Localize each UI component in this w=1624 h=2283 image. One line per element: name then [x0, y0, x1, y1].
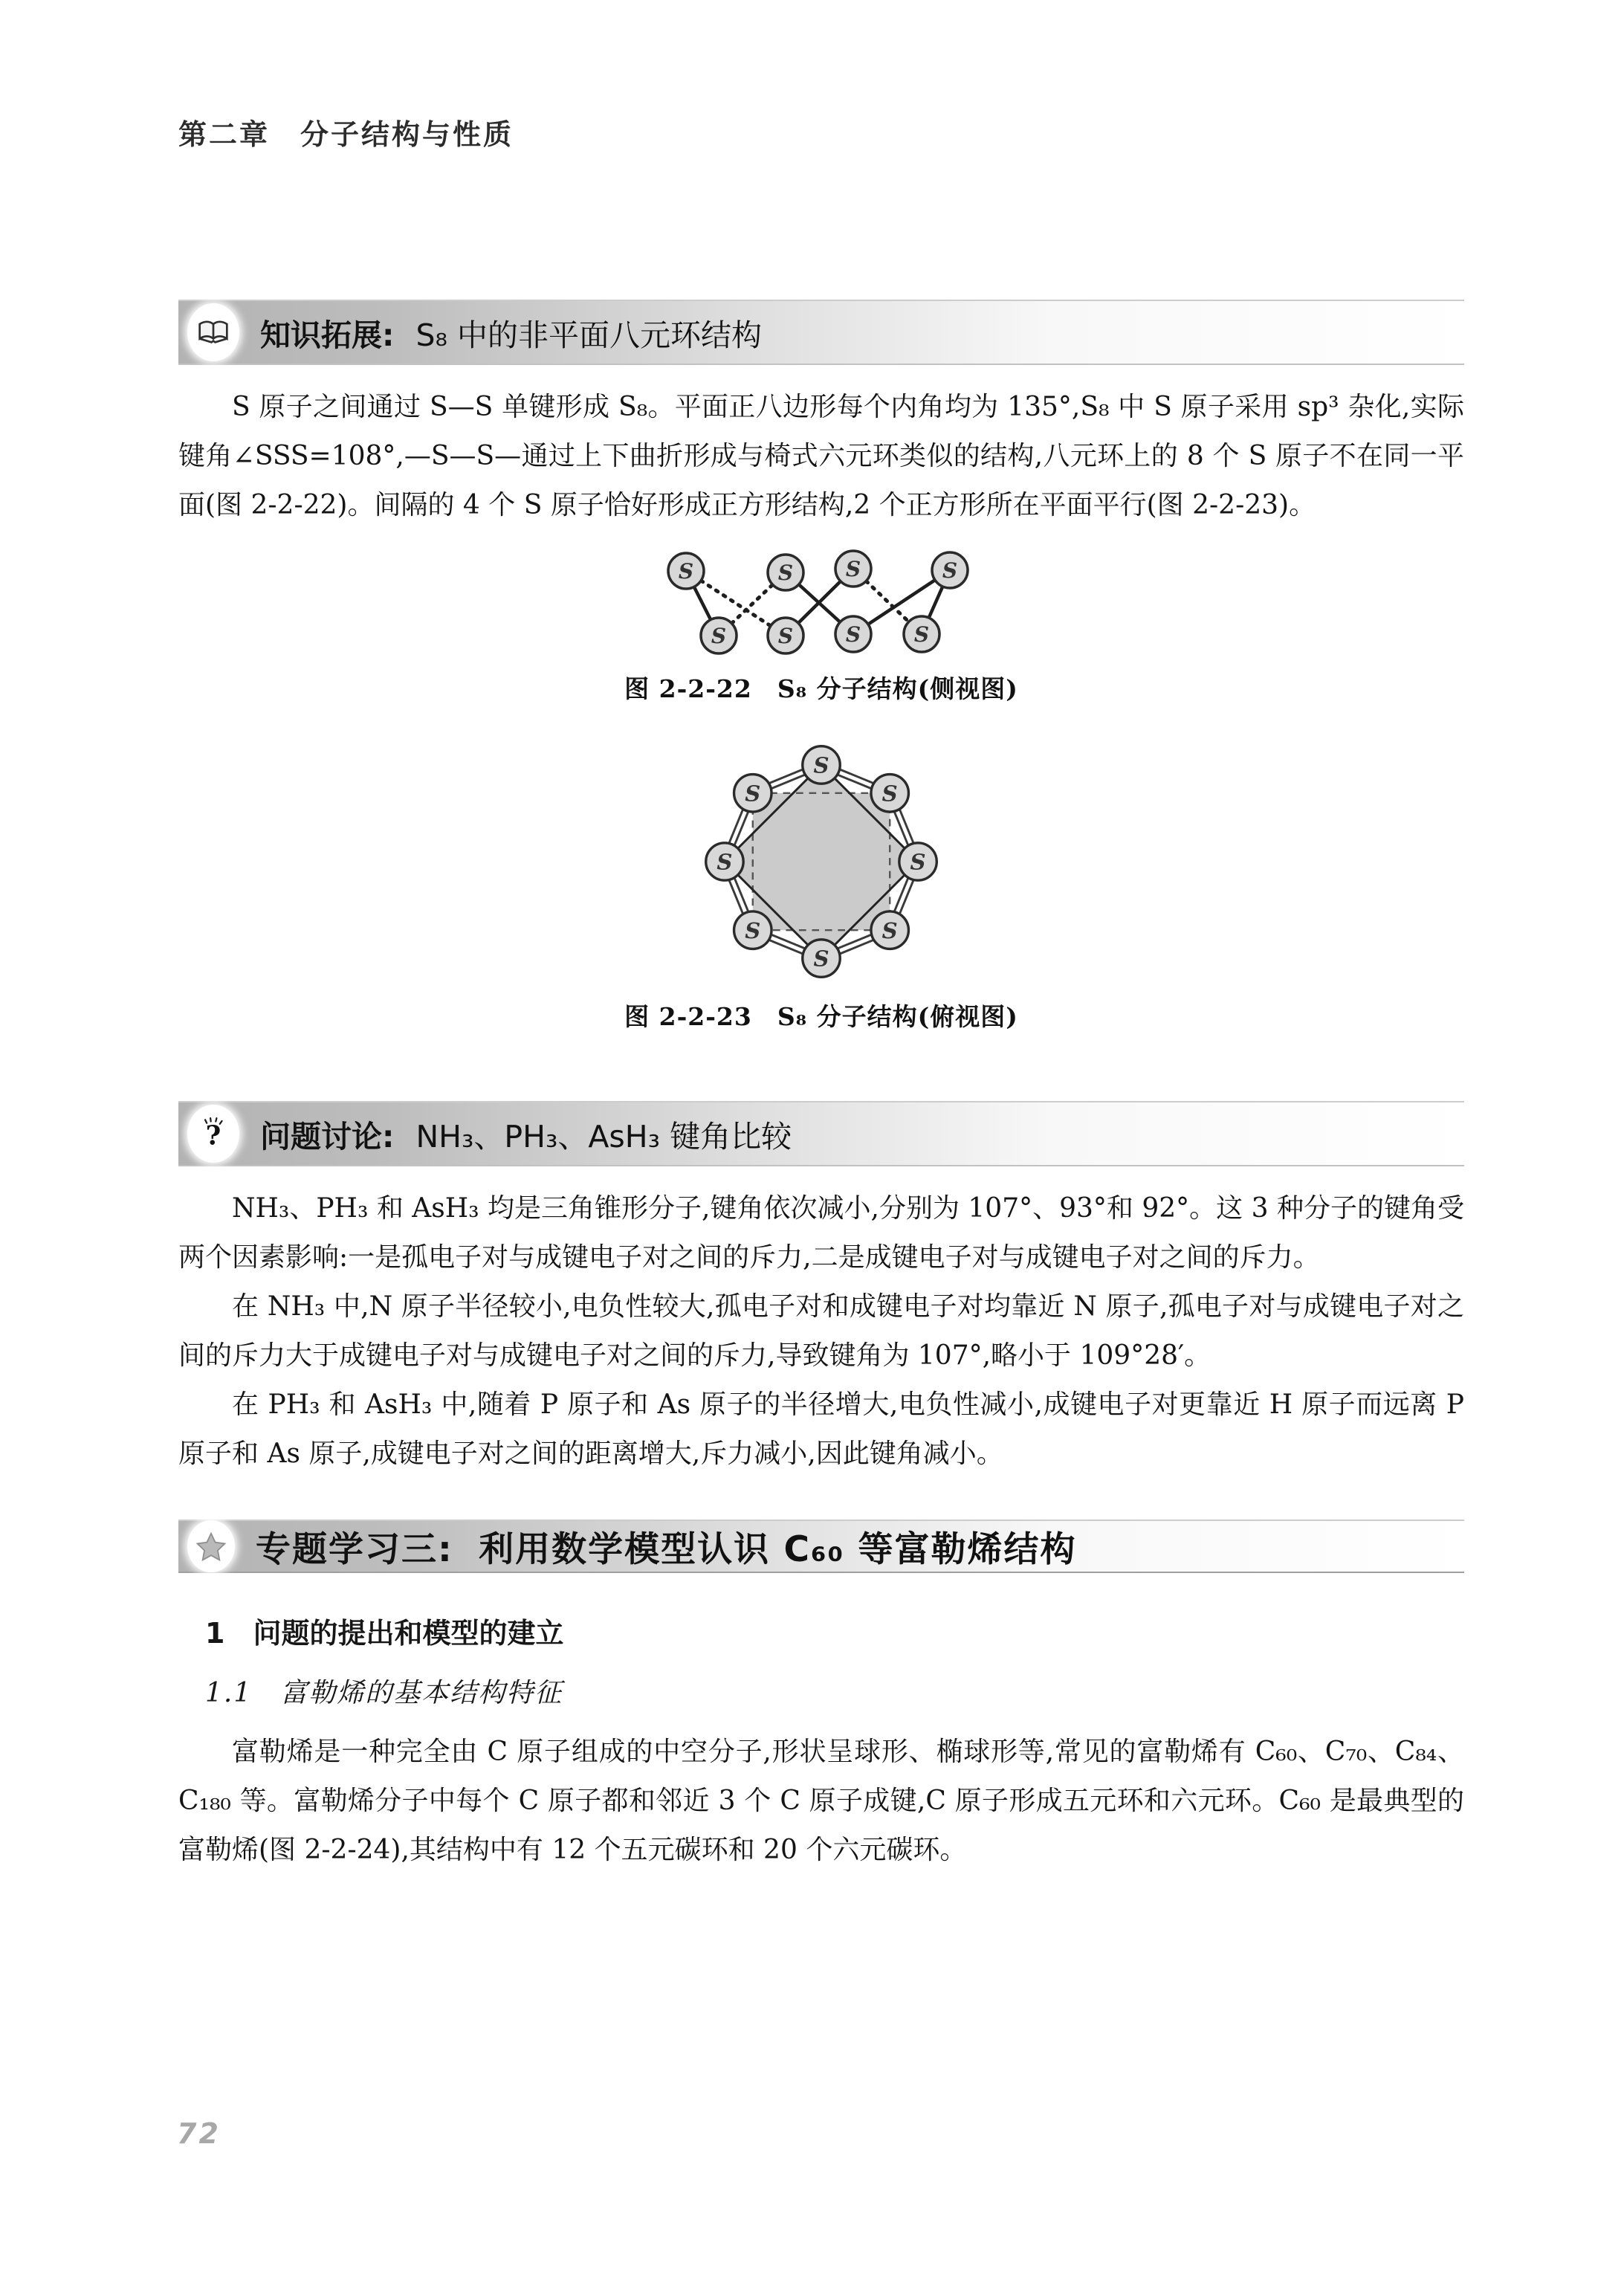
- svg-text:S: S: [745, 917, 761, 943]
- svg-text:S: S: [845, 622, 861, 647]
- svg-text:S: S: [777, 624, 794, 648]
- section-title-text: NH₃、PH₃、AsH₃ 键角比较: [415, 1118, 792, 1155]
- section-title-label: 问题讨论:: [260, 1118, 395, 1155]
- knowledge-paragraph: S 原子之间通过 S—S 单键形成 S₈。平面正八边形每个内角均为 135°,S₈ 中 S 原子采用 sp³ 杂化,实际键角∠SSS=108°,—S—S—通过上下曲折形成与椅式六元环类似的结构,八元环上的 8 个 S 原子不在同一平面(图 2-2-22)。间隔的 4 个 S 原子恰好形成正方形结构,2 个正方形所在平面平行(图 2-2-23)。: [178, 392, 1464, 520]
- svg-text:S: S: [881, 781, 898, 807]
- discussion-paragraph-1: NH₃、PH₃ 和 AsH₃ 均是三角锥形分子,键角依次减小,分别为 107°、93°和 92°。这 3 种分子的键角受两个因素影响:一是孤电子对与成键电子对之间的斥力,二是成键电子对与成键电子对之间的斥力。: [178, 1193, 1464, 1273]
- svg-text:S: S: [845, 557, 861, 581]
- discussion-paragraph-2: 在 NH₃ 中,N 原子半径较小,电负性较大,孤电子对和成键电子对均靠近 N 原子,孤电子对与成键电子对之间的斥力大于成键电子对与成键电子对之间的斥力,导致键角为 107°,略小于 109°28′。: [178, 1291, 1464, 1371]
- chapter-header: 第二章 分子结构与性质: [178, 118, 514, 151]
- svg-text:S: S: [910, 849, 926, 875]
- section-bar-knowledge: [178, 300, 1464, 365]
- section-bar-discussion: [178, 1101, 1464, 1166]
- svg-text:S: S: [711, 624, 727, 648]
- section-title-discussion: [260, 1112, 792, 1156]
- section-title-topic: [256, 1522, 1077, 1572]
- svg-text:S: S: [881, 917, 898, 943]
- page-number: 72: [177, 2117, 221, 2150]
- svg-text:S: S: [813, 752, 829, 778]
- figure-s8-top-view: [178, 739, 1464, 1033]
- s8-top-view-diagram: [699, 739, 944, 984]
- figure-s8-side-view: [178, 545, 1464, 705]
- svg-text:S: S: [813, 946, 829, 972]
- svg-text:S: S: [942, 558, 958, 583]
- topic-heading-1: 1 问题的提出和模型的建立: [205, 1617, 564, 1650]
- section-title-knowledge: [260, 311, 762, 355]
- discussion-paragraph-3: 在 PH₃ 和 AsH₃ 中,随着 P 原子和 As 原子的半径增大,电负性减小,成键电子对更靠近 H 原子而远离 P 原子和 As 原子,成键电子对之间的距离增大,斥力减小,因此键角减小。: [178, 1389, 1464, 1469]
- topic-paragraph: 富勒烯是一种完全由 C 原子组成的中空分子,形状呈球形、椭球形等,常见的富勒烯有 C₆₀、C₇₀、C₈₄、C₁₈₀ 等。富勒烯分子中每个 C 原子都和邻近 3 个 C 原子成键,C 原子形成五元环和六元环。C₆₀ 是最典型的富勒烯(图 2-2-24),其结构中有 12 个五元碳环和 20 个六元碳环。: [178, 1737, 1464, 1865]
- svg-text:S: S: [678, 559, 694, 584]
- book-icon: [187, 303, 239, 361]
- topic-heading-1-1: 1.1 富勒烯的基本结构特征: [205, 1678, 563, 1708]
- section-bar-topic: [178, 1520, 1464, 1573]
- svg-text:S: S: [716, 849, 733, 875]
- svg-text:S: S: [913, 622, 930, 647]
- svg-text:?: ?: [205, 1120, 221, 1150]
- section-title-text: 利用数学模型认识 C₆₀ 等富勒烯结构: [479, 1528, 1077, 1570]
- section-title-label: 专题学习三:: [256, 1528, 453, 1570]
- svg-text:S: S: [745, 781, 761, 807]
- section-title-label: 知识拓展:: [260, 317, 395, 353]
- figure-caption-side-view: 图 2-2-22 S₈ 分子结构(侧视图): [624, 674, 1018, 703]
- question-mark-icon: [187, 1105, 239, 1163]
- star-icon: [187, 1520, 235, 1572]
- svg-text:S: S: [777, 561, 794, 585]
- figure-caption-top-view: 图 2-2-23 S₈ 分子结构(俯视图): [624, 1002, 1018, 1031]
- s8-side-view-diagram: [661, 545, 981, 656]
- section-title-text: S₈ 中的非平面八元环结构: [415, 317, 762, 353]
